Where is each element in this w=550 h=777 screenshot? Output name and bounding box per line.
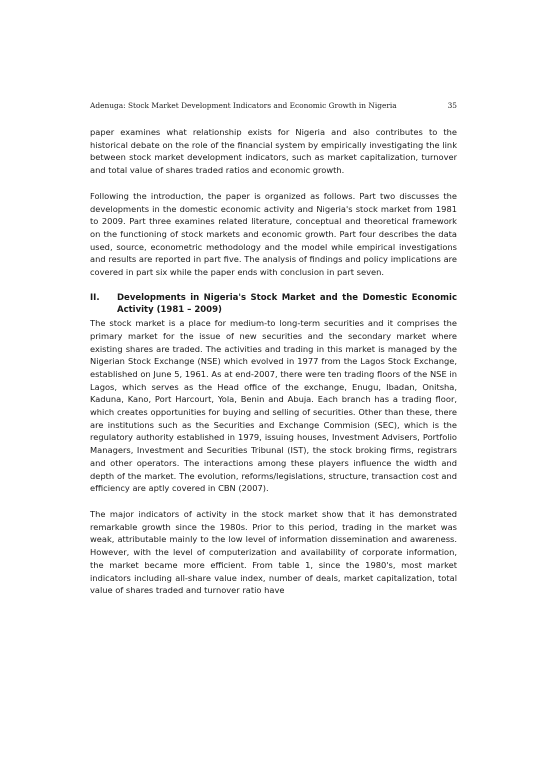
paragraph-2: Following the introduction, the paper is organized as follows. Part two discusses the developments in the domestic economic activity and Nigeria's stock market from 1981 to 2009. Part three examines related literature, conceptual and theoretical framework on the functioning of stock markets and economic growth. Part four describes the data used, source, econometric methodology and the model while empirical investigations and results are reported in part five. The analysis of findings and policy implications are covered in part six while the paper ends with conclusion in part seven. (90, 190, 457, 278)
section-title: Developments in Nigeria's Stock Market and the Domestic Economic Activity (1981 – 2009) (117, 292, 457, 316)
section-paragraph-1: The stock market is a place for medium-to long-term securities and it comprises the primary market for the issue of new securities and the secondary market where existing shares are traded. The activities and trading in this market is managed by the Nigerian Stock Exchange (NSE) which evolved in 1977 from the Lagos Stock Exchange, established on June 5, 1961. As at end-2007, there were ten trading floors of the NSE in Lagos, which serves as the Head office of the exchange, Enugu, Ibadan, Onitsha, Kaduna, Kano, Port Harcourt, Yola, Benin and Abuja. Each branch has a trading floor, which creates opportunities for buying and selling of securities. Other than these, there are institutions such as the Securities and Exchange Commision (SEC), which is the regulatory authority established in 1979, issuing houses, Investment Advisers, Portfolio Managers, Investment and Securities Tribunal (IST), the stock broking firms, registrars and other operators. The interactions among these players influence the width and depth of the market. The evolution, reforms/legislations, structure, transaction cost and efficiency are aptly covered in CBN (2007). (90, 318, 457, 494)
paragraph-1: paper examines what relationship exists for Nigeria and also contributes to the historical debate on the role of the financial system by empirically investigating the link between stock market development indicators, such as market capitalization, turnover and total value of shares traded ratios and economic growth. (90, 127, 457, 176)
running-title: Adenuga: Stock Market Development Indicators and Economic Growth in Nigeria (90, 101, 397, 110)
running-header (90, 101, 457, 110)
section-number: II. (90, 292, 100, 303)
page-number: 35 (447, 101, 457, 110)
section-paragraph-2: The major indicators of activity in the stock market show that it has demonstrated remarkable growth since the 1980s. Prior to this period, trading in the market was weak, attributable mainly to the low level of information dissemination and awareness. However, with the level of computerization and availability of corporate information, the market became more efficient. From table 1, since the 1980's, most market indicators including all-share value index, number of deals, market capitalization, total value of shares traded and turnover ratio have (90, 508, 457, 596)
body-text (90, 126, 457, 610)
section-heading (90, 292, 457, 317)
